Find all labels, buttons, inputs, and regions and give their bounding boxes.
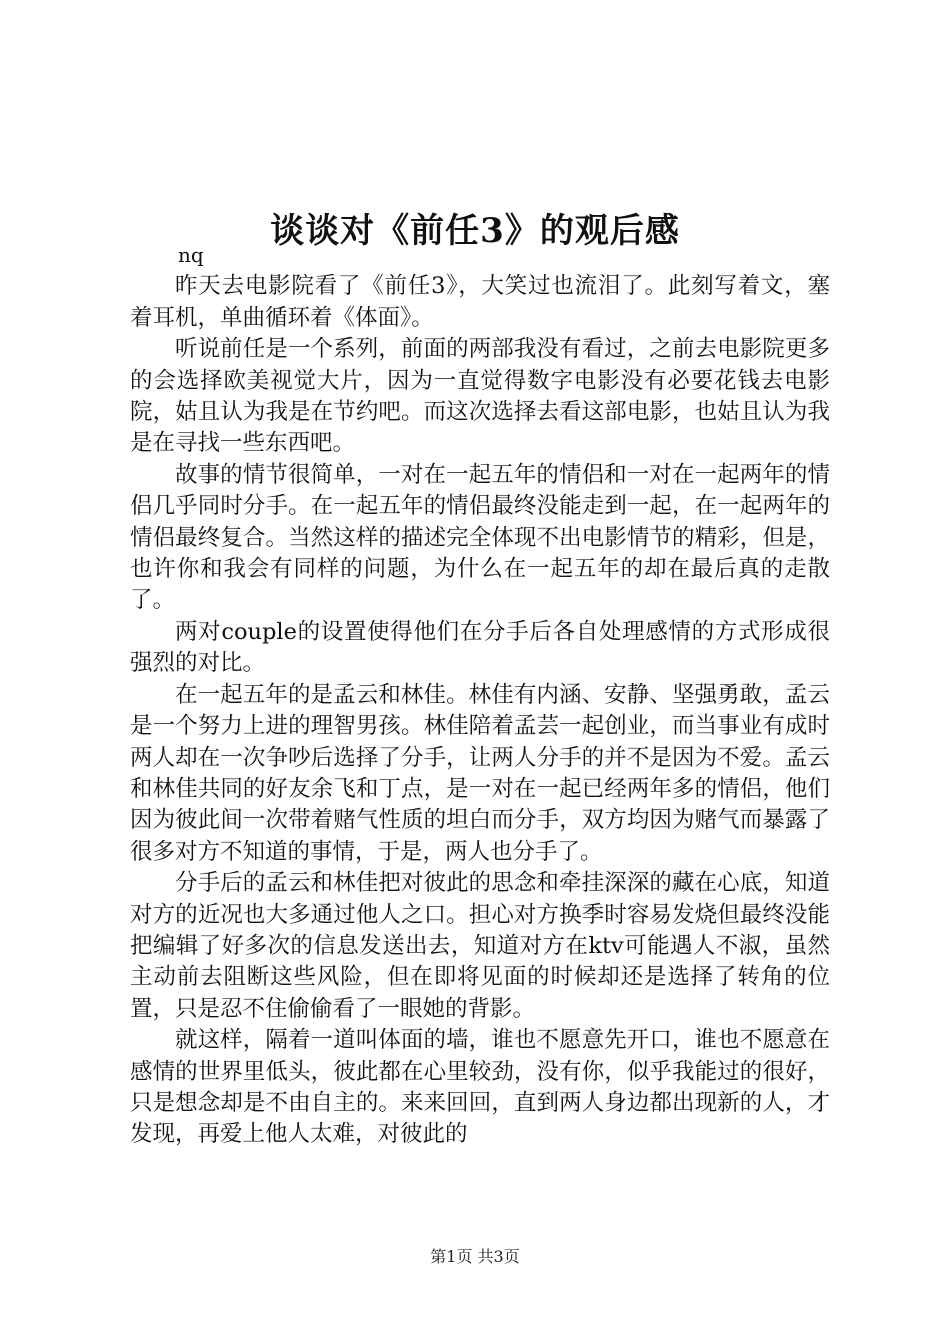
paragraph: 两对couple的设置使得他们在分手后各自处理感情的方式形成很强烈的对比。 [130, 618, 830, 677]
paragraph: 听说前任是一个系列，前面的两部我没有看过，之前去电影院更多的会选择欧美视觉大片，因为一直觉得数字电影没有必要花钱去电影院，姑且认为我是在节约吧。而这次选择去看这部电影，也姑且认为我是在寻找一些东西吧。 [130, 336, 830, 457]
paragraph: 分手后的孟云和林佳把对彼此的思念和牵挂深深的藏在心底，知道对方的近况也大多通过他人之口。担心对方换季时容易发烧但最终没能把编辑了好多次的信息发送出去，知道对方在ktv可能遇人不淑，虽然主动前去阻断这些风险，但在即将见面的时候却还是选择了转角的位置，只是忍不住偷偷看了一眼她的背影。 [130, 870, 830, 1022]
paragraph: 就这样，隔着一道叫体面的墙，谁也不愿意先开口，谁也不愿意在感情的世界里低头，彼此都在心里较劲，没有你，似乎我能过的很好，只是想念却是不由自主的。来来回回，直到两人身边都出现新的人，才发现，再爱上他人太难，对彼此的 [130, 1027, 830, 1148]
paragraph: 在一起五年的是孟云和林佳。林佳有内涵、安静、坚强勇敢，孟云是一个努力上进的理智男孩。林佳陪着孟芸一起创业，而当事业有成时两人却在一次争吵后选择了分手，让两人分手的并不是因为不爱。孟云和林佳共同的好友余飞和丁点，是一对在一起已经两年多的情侣，他们因为彼此间一次带着赌气性质的坦白而分手，双方均因为赌气而暴露了很多对方不知道的事情，于是，两人也分手了。 [130, 681, 830, 865]
author-line: nq [178, 243, 204, 267]
paragraph: 昨天去电影院看了《前任3》，大笑过也流泪了。此刻写着文，塞着耳机，单曲循环着《体面》。 [130, 273, 830, 331]
document-body [130, 240, 830, 1151]
document-title: 谈谈对《前任3》的观后感 [270, 210, 680, 251]
paragraph: 故事的情节很简单，一对在一起五年的情侣和一对在一起两年的情侣几乎同时分手。在一起五年的情侣最终没能走到一起，在一起两年的情侣最终复合。当然这样的描述完全体现不出电影情节的精彩，但是，也许你和我会有同样的问题，为什么在一起五年的却在最后真的走散了。 [130, 461, 830, 614]
page-number-footer: 第1页 共3页 [430, 1247, 520, 1266]
